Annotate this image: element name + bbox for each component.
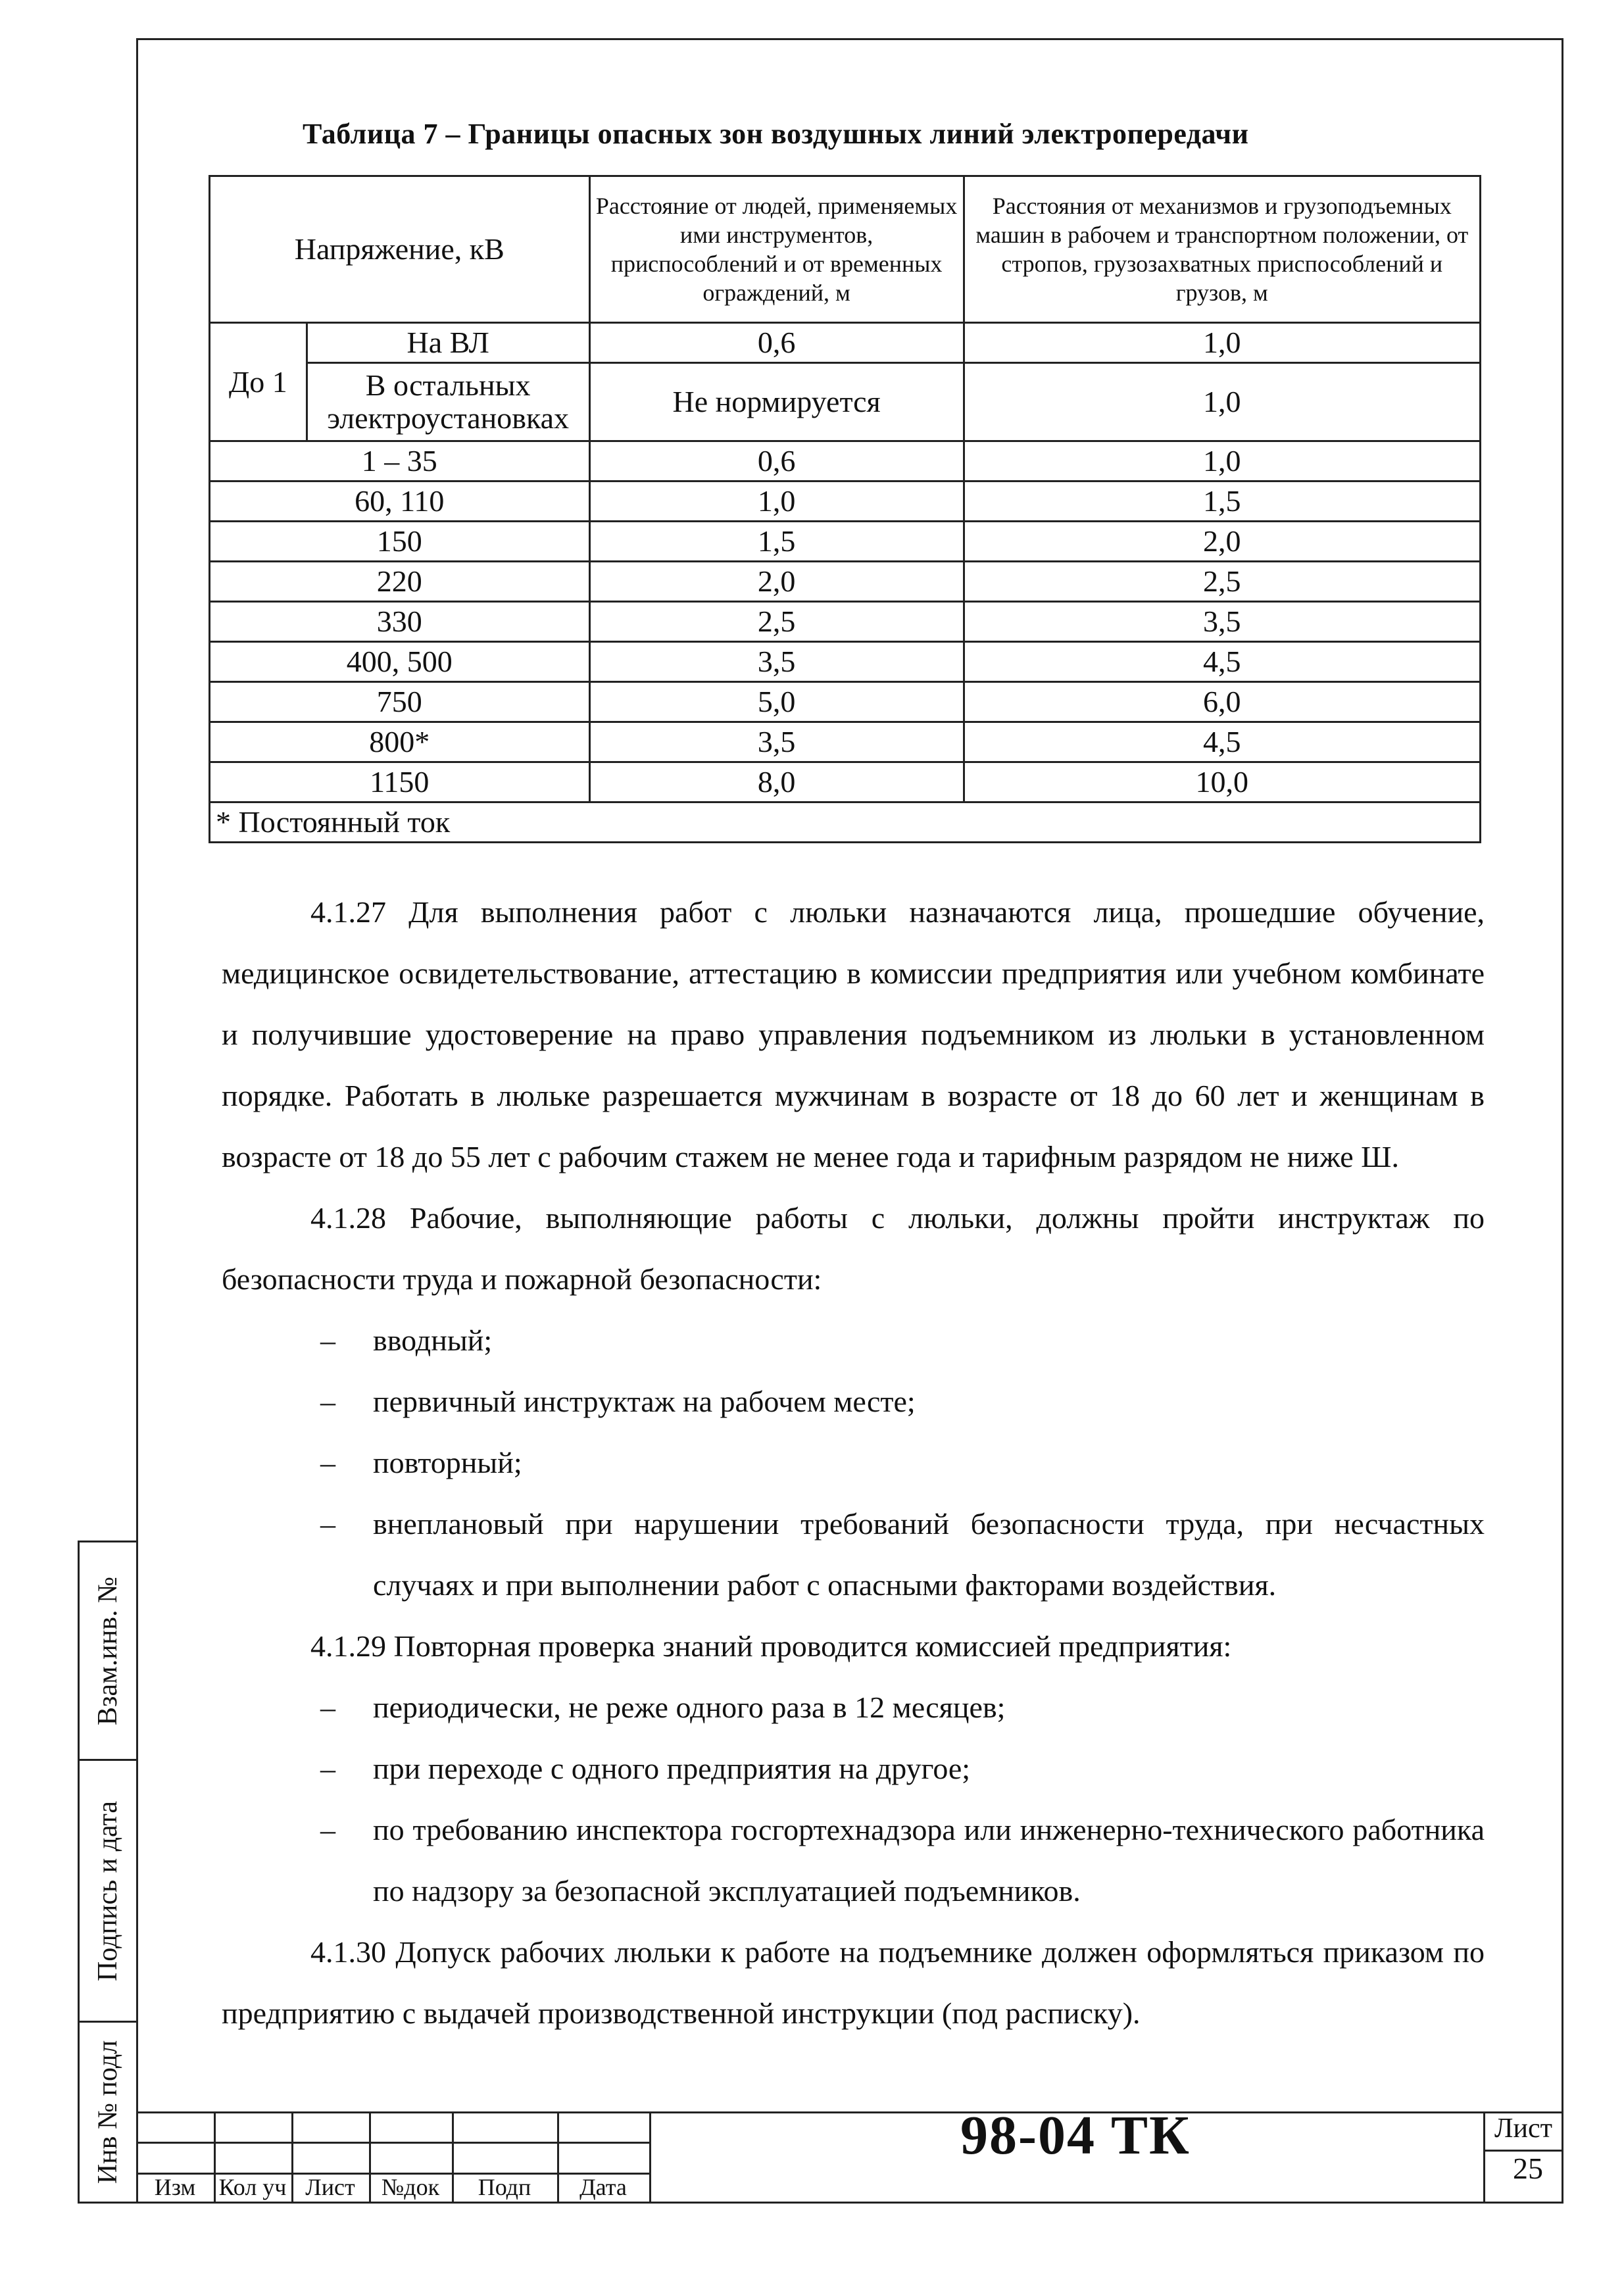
list-item: – вводный; (320, 1323, 493, 1357)
group-label: До 1 (210, 323, 307, 441)
table-row (210, 363, 1481, 441)
stamp-cell-replacement (80, 1542, 136, 1761)
stamp-cell-original (80, 2023, 136, 2202)
cell-machines: 10,0 (964, 762, 1480, 802)
cell-people: 2,5 (589, 602, 964, 642)
sheet-number: 25 (1513, 2152, 1543, 2185)
cell-machines: 3,5 (964, 602, 1480, 642)
cell-people: 1,5 (589, 522, 964, 562)
column-label: №док (381, 2174, 440, 2200)
header-people: Расстояние от людей, применяемых ими инструментов, приспособлений и от временных ограждений, м (589, 176, 964, 323)
side-stamp-strip (78, 1541, 136, 2204)
cell-machines: 4,5 (964, 722, 1480, 762)
list-item: – при переходе с одного предприятия на другое; (320, 1752, 971, 1785)
header-voltage: Напряжение, кВ (210, 176, 590, 323)
cell-voltage: 220 (210, 562, 590, 602)
paragraph-4-1-29: 4.1.29 Повторная проверка знаний проводится комиссией предприятия: (310, 1629, 1232, 1663)
cell-people: 0,6 (589, 323, 964, 363)
cell-voltage: 400, 500 (210, 642, 590, 682)
list-item: – повторный; (320, 1446, 522, 1479)
table-row (210, 602, 1481, 642)
sub-voltage: На ВЛ (307, 323, 589, 363)
cell-voltage: 800* (210, 722, 590, 762)
header-machines: Расстояния от механизмов и грузоподъемных машин в рабочем и транспортном положении, от стропов, грузозахватных приспособлений и грузов, м (964, 176, 1480, 323)
list-item: – по требованию инспектора госгортехнадзора или инженерно-технического работника по надзору за безопасной эксплуатацией подъемников. (320, 1813, 1485, 1908)
list-item: – периодически, не реже одного раза в 12 месяцев; (320, 1690, 1006, 1724)
cell-people: 5,0 (589, 682, 964, 722)
cell-machines: 1,0 (964, 363, 1480, 441)
cell-voltage: 1 – 35 (210, 441, 590, 481)
table-footnote-row (210, 802, 1481, 843)
body-text (222, 881, 1485, 2044)
cell-people: 3,5 (589, 722, 964, 762)
paragraph-4-1-28: 4.1.28 Рабочие, выполняющие работы с люльки, должны пройти инструктаж по безопасности труда и пожарной безопасности: (222, 1201, 1485, 1296)
cell-machines: 2,0 (964, 522, 1480, 562)
cell-machines: 1,0 (964, 441, 1480, 481)
cell-people: Не нормируется (589, 363, 964, 441)
cell-machines: 4,5 (964, 642, 1480, 682)
table-row (210, 762, 1481, 802)
table-row (210, 323, 1481, 363)
table-title: Таблица 7 – Границы опасных зон воздушных линий электропередачи (303, 118, 1249, 150)
column-label: Кол уч (218, 2174, 287, 2200)
cell-people: 2,0 (589, 562, 964, 602)
cell-people: 1,0 (589, 481, 964, 522)
stamp-replacement-label: Взам.инв. № (93, 1576, 123, 1725)
table-row (210, 722, 1481, 762)
cell-people: 0,6 (589, 441, 964, 481)
paragraph-4-1-27: 4.1.27 Для выполнения работ с люльки назначаются лица, прошедшие обучение, медицинское освидетельствование, аттестацию в комиссии предприятия или учебном комбинате и получившие удостоверение на право управления подъемником из люльки в установленном порядке. Работать в люльке разрешается мужчинам в возрасте от 18 до 60 лет и женщинам в возрасте от 18 до 55 лет с рабочим стажем не менее года и тарифным разрядом не ниже Ш. (222, 895, 1485, 1173)
cell-voltage: 60, 110 (210, 481, 590, 522)
list-item: – внеплановый при нарушении требований безопасности труда, при несчастных случаях и при выполнении работ с опасными факторами воздействия. (320, 1507, 1485, 1602)
column-label: Изм (154, 2174, 196, 2200)
cell-machines: 6,0 (964, 682, 1480, 722)
table-row (210, 642, 1481, 682)
stamp-signature-label: Подпись и дата (93, 1800, 123, 1981)
sheet-label: Лист (1494, 2113, 1552, 2144)
danger-zones-table (209, 175, 1481, 843)
list-item: – первичный инструктаж на рабочем месте; (320, 1385, 916, 1418)
cell-voltage: 330 (210, 602, 590, 642)
title-block (136, 2111, 1563, 2204)
table-row (210, 562, 1481, 602)
column-label: Лист (305, 2174, 355, 2200)
cell-machines: 1,5 (964, 481, 1480, 522)
cell-machines: 1,0 (964, 323, 1480, 363)
table-footnote: * Постоянный ток (210, 802, 1481, 843)
table-header-row (210, 176, 1481, 323)
cell-voltage: 150 (210, 522, 590, 562)
table-row (210, 522, 1481, 562)
column-label: Подп (478, 2174, 531, 2200)
stamp-cell-signature (80, 1761, 136, 2023)
table-row (210, 682, 1481, 722)
cell-people: 3,5 (589, 642, 964, 682)
table-row (210, 441, 1481, 481)
table-row (210, 481, 1481, 522)
cell-voltage: 1150 (210, 762, 590, 802)
cell-machines: 2,5 (964, 562, 1480, 602)
sub-voltage: В остальных электроустановках (307, 363, 589, 441)
paragraph-4-1-30: 4.1.30 Допуск рабочих люльки к работе на подъемнике должен оформляться приказом по предприятию с выдачей производственной инструкции (под расписку). (222, 1935, 1485, 2030)
stamp-original-label: Инв № подл (93, 2040, 123, 2184)
cell-voltage: 750 (210, 682, 590, 722)
column-label: Дата (579, 2174, 627, 2200)
document-code: 98-04 ТК (960, 2105, 1191, 2166)
cell-people: 8,0 (589, 762, 964, 802)
